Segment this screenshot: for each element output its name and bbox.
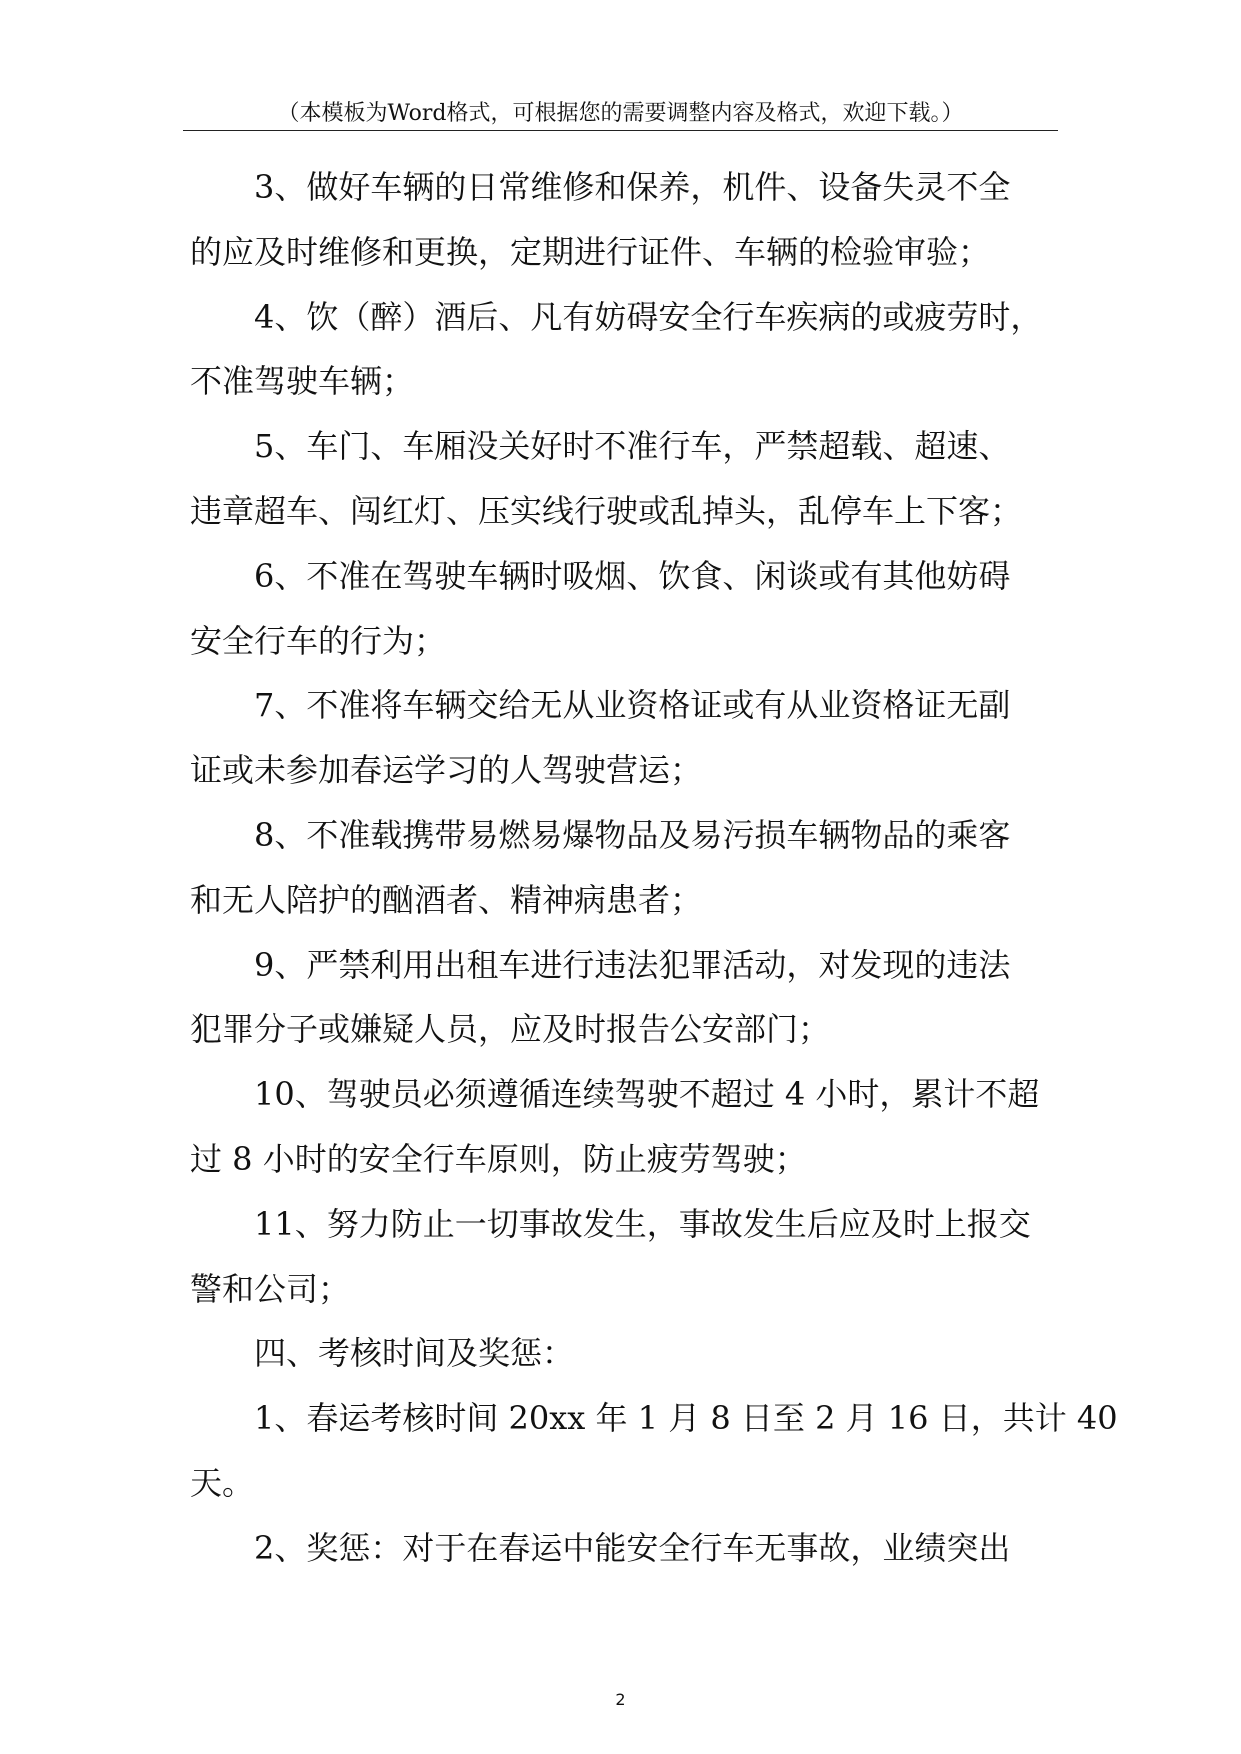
text-line: 3、做好车辆的日常维修和保养，机件、设备失灵不全 — [254, 168, 1011, 206]
header-divider — [183, 130, 1058, 131]
text-line: 6、不准在驾驶车辆时吸烟、饮食、闲谈或有其他妨碍 — [254, 556, 1011, 595]
document-body — [190, 155, 1118, 1581]
text-line: 天。 — [190, 1463, 255, 1502]
text-line: 不准驾驶车辆； — [190, 362, 415, 401]
text-line: 5、车门、车厢没关好时不准行车，严禁超载、超速、 — [254, 427, 1011, 466]
text-line: 1、春运考核时间 20xx 年 1 月 8 日至 2 月 16 日，共计 40 — [254, 1399, 1118, 1438]
text-line: 9、严禁利用出租车进行违法犯罪活动，对发现的违法 — [254, 945, 1011, 984]
text-line: 7、不准将车辆交给无从业资格证或有从业资格证无副 — [254, 686, 1011, 725]
text-line: 的应及时维修和更换，定期进行证件、车辆的检验审验； — [190, 232, 991, 271]
template-header-note: （本模板为Word格式，可根据您的需要调整内容及格式，欢迎下载。） — [277, 101, 964, 126]
text-line: 过 8 小时的安全行车原则，防止疲劳驾驶； — [190, 1139, 807, 1178]
text-line: 10、驾驶员必须遵循连续驾驶不超过 4 小时，累计不超 — [254, 1075, 1040, 1114]
text-line: 四、考核时间及奖惩： — [254, 1334, 575, 1373]
text-line: 4、饮（醉）酒后、凡有妨碍安全行车疾病的或疲劳时， — [254, 297, 1043, 336]
text-line: 违章超车、闯红灯、压实线行驶或乱掉头，乱停车上下客； — [190, 491, 1023, 530]
text-line: 犯罪分子或嫌疑人员，应及时报告公安部门； — [190, 1010, 831, 1049]
text-line: 证或未参加春运学习的人驾驶营运； — [190, 751, 703, 790]
text-line: 8、不准载携带易燃易爆物品及易污损车辆物品的乘客 — [254, 815, 1011, 854]
text-line: 警和公司； — [190, 1269, 351, 1308]
page-number: 2 — [615, 1690, 626, 1709]
text-line: 和无人陪护的酗酒者、精神病患者； — [190, 880, 703, 919]
text-line: 2、奖惩：对于在春运中能安全行车无事故，业绩突出 — [254, 1528, 1011, 1567]
text-line: 11、努力防止一切事故发生，事故发生后应及时上报交 — [254, 1204, 1031, 1243]
text-line: 安全行车的行为； — [190, 621, 447, 660]
